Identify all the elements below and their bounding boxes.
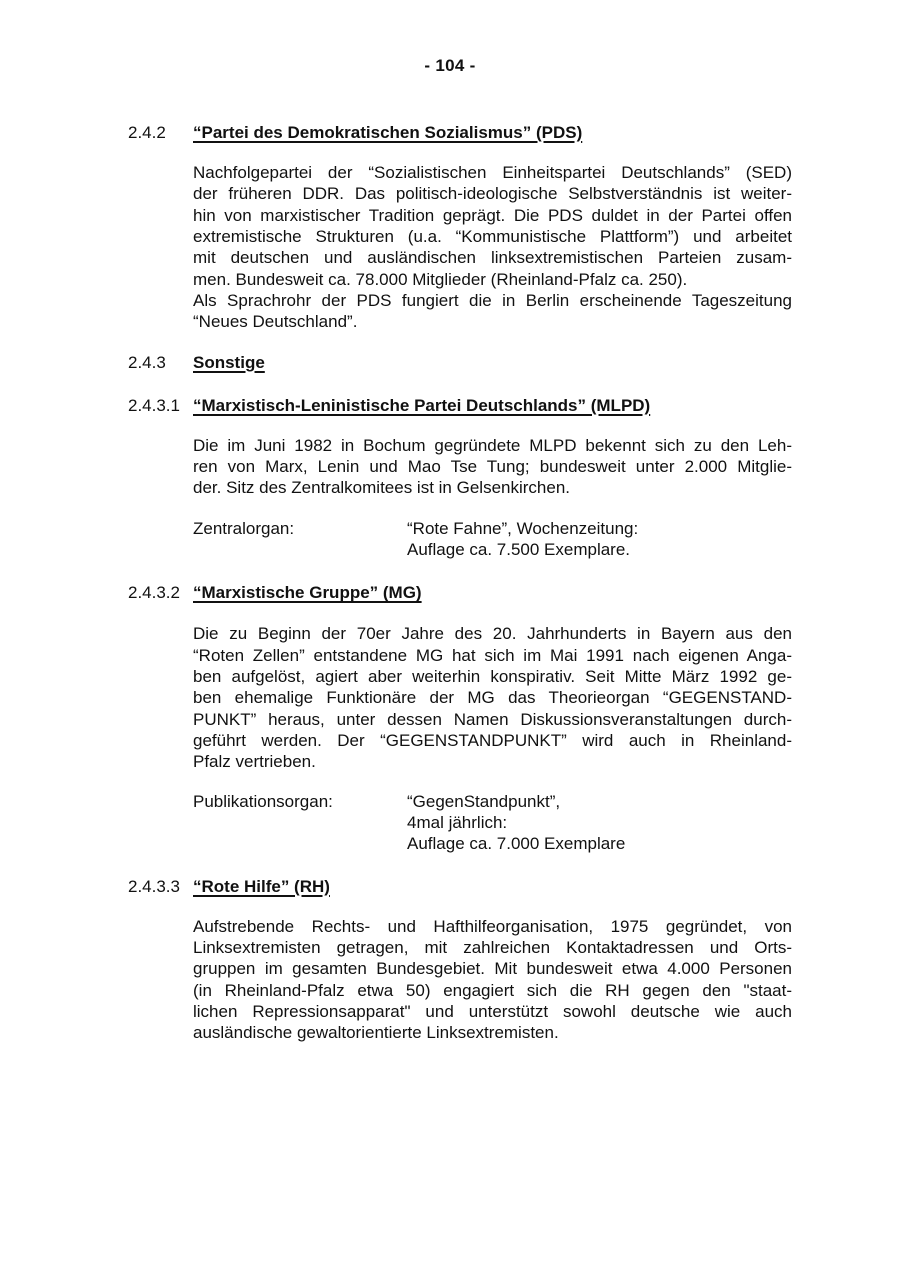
organ-value-mlpd xyxy=(407,518,638,561)
text-line: ren von Marx, Lenin und Mao Tse Tung; bundesweit unter 2.000 Mitglie- xyxy=(193,456,792,476)
text-line: Auflage ca. 7.500 Exemplare. xyxy=(407,539,631,559)
text-line: 4mal jährlich: xyxy=(407,812,508,832)
text-line: PUNKT” heraus, unter dessen Namen Diskussionsveranstaltungen durch- xyxy=(193,709,792,729)
organ-block-mlpd xyxy=(193,518,792,561)
section-title-sonstige: Sonstige xyxy=(193,352,265,372)
text-line: hin von marxistischer Tradition geprägt. Die PDS duldet in der Partei offen xyxy=(193,205,792,225)
text-line: extremistische Strukturen (u.a. “Kommunistische Plattform”) und arbeitet xyxy=(193,226,792,246)
section-title-pds: “Partei des Demokratischen Sozialismus” (PDS) xyxy=(193,123,583,142)
section-title-mlpd: “Marxistisch-Leninistische Partei Deutschlands” (MLPD) xyxy=(193,395,651,415)
paragraph-mlpd xyxy=(193,435,792,499)
section-heading-pds xyxy=(128,122,792,143)
paragraph-pds-1 xyxy=(193,162,792,290)
section-title-rh: “Rote Hilfe” (RH) xyxy=(193,876,330,896)
text-line: ben ehemalige Funktionäre der MG das Theorieorgan “GEGENSTAND- xyxy=(193,688,792,708)
text-line: “Roten Zellen” entstandene MG hat sich im Mai 1991 nach eigenen Anga- xyxy=(193,645,792,665)
text-line: gruppen im gesamten Bundesgebiet. Mit bundesweit etwa 4.000 Personen xyxy=(193,959,792,979)
text-line: men. Bundesweit ca. 78.000 Mitglieder (Rheinland-Pfalz ca. 250). xyxy=(193,269,688,289)
paragraph-mg xyxy=(193,623,792,772)
section-number-sonstige: 2.4.3 xyxy=(128,352,166,372)
organ-value-mg xyxy=(407,791,625,855)
organ-label-mlpd: Zentralorgan: xyxy=(193,518,295,538)
text-line: (in Rheinland-Pfalz etwa 50) engagiert sich die RH gegen den "staat- xyxy=(193,980,792,1000)
text-line: der. Sitz des Zentralkomitees ist in Gelsenkirchen. xyxy=(193,478,570,498)
section-number-pds: 2.4.2 xyxy=(128,123,166,142)
text-line: Die im Juni 1982 in Bochum gegründete MLPD bekennt sich zu den Leh- xyxy=(193,435,792,455)
text-line: Pfalz vertrieben. xyxy=(193,752,316,772)
section-heading-mg xyxy=(128,582,792,603)
text-line: “GegenStandpunkt”, xyxy=(407,791,561,811)
text-line: geführt werden. Der “GEGENSTANDPUNKT” wird auch in Rheinland- xyxy=(193,730,792,750)
text-line: mit deutschen und ausländischen linksextremistischen Parteien zusam- xyxy=(193,248,792,268)
text-line: Nachfolgepartei der “Sozialistischen Einheitspartei Deutschlands” (SED) xyxy=(193,163,792,182)
section-number-mg: 2.4.3.2 xyxy=(128,583,180,603)
text-line: der früheren DDR. Das politisch-ideologische Selbstverständnis ist weiter- xyxy=(193,184,792,204)
text-line: “Rote Fahne”, Wochenzeitung: xyxy=(407,518,639,538)
organ-label-mg: Publikationsorgan: xyxy=(193,791,333,811)
paragraph-rh xyxy=(193,916,792,1044)
text-line: Die zu Beginn der 70er Jahre des 20. Jahrhunderts in Bayern aus den xyxy=(193,624,792,644)
text-line: Linksextremisten getragen, mit zahlreichen Kontaktadressen und Orts- xyxy=(193,937,792,957)
section-heading-mlpd xyxy=(128,395,792,416)
section-number-rh: 2.4.3.3 xyxy=(128,876,180,896)
text-line: “Neues Deutschland”. xyxy=(193,312,358,332)
text-line: Auflage ca. 7.000 Exemplare xyxy=(407,834,626,854)
text-line: lichen Repressionsapparat" und unterstützt sowohl deutsche wie auch xyxy=(193,1001,792,1021)
section-title-mg: “Marxistische Gruppe” (MG) xyxy=(193,583,422,603)
section-heading-rh xyxy=(128,876,792,897)
page-number: - 104 - xyxy=(424,56,476,75)
text-line: ben aufgelöst, agiert aber weiterhin konspirativ. Seit Mitte März 1992 ge- xyxy=(193,666,792,686)
section-heading-sonstige xyxy=(128,352,792,373)
page-content xyxy=(128,122,792,1044)
text-line: ausländische gewaltorientierte Linksextremisten. xyxy=(193,1023,559,1043)
paragraph-pds-2 xyxy=(193,290,792,333)
section-number-mlpd: 2.4.3.1 xyxy=(128,395,180,415)
text-line: Aufstrebende Rechts- und Hafthilfeorganisation, 1975 gegründet, von xyxy=(193,916,792,936)
organ-block-mg xyxy=(193,791,792,855)
text-line: Als Sprachrohr der PDS fungiert die in Berlin erscheinende Tageszeitung xyxy=(193,290,792,310)
